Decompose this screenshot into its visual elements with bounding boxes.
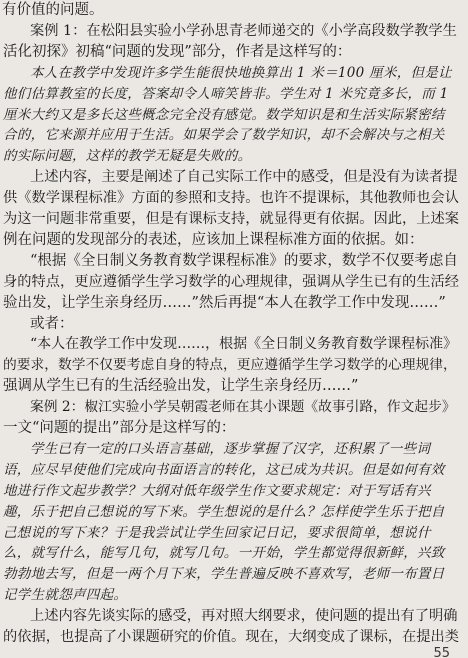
- text-line: 记学生就怨声四起。: [3, 587, 128, 604]
- text-line: “根据《全日制义务教育数学课程标准》的要求，数学不仅要考虑自: [30, 252, 458, 269]
- text-line: 一文“问题的提出”部分是这样写的：: [3, 420, 236, 436]
- text-line: 的实际问题，这样的教学无疑是失败的。: [3, 148, 252, 165]
- text-line: 趣，乐于把自己想说的写下来。学生想说的是什么？怎样使学生乐于把自: [3, 503, 445, 520]
- text-line: 为这一问题非常重要，但是有课标支持，就显得更有依据。因此，上述案: [3, 211, 460, 227]
- text-line: 厘米大约又是多长这些概念完全没有感觉。数学知识是和生活实际紧密结: [3, 106, 445, 123]
- text-line: 验出发，让学生亲身经历……”然后再提“本人在教学工作中发现……”: [3, 294, 446, 311]
- text-line: 强调从学生已有的生活经验出发，让学生亲身经历……”: [3, 378, 359, 395]
- text-line: “本人在教学工作中发现……，根据《全日制义务教育数学课程标准》: [30, 336, 458, 353]
- text-line: 或者：: [30, 315, 74, 332]
- text-line: 地进行作文起步教学？大纲对低年级学生作文要求规定：对于写话有兴: [3, 482, 431, 499]
- text-line: 学生已有一定的口头语言基础，逐步掌握了汉字，还积累了一些词: [30, 440, 431, 457]
- text-line: 勃勃地去写，但是一两个月下来，学生普遍反映不喜欢写，老师一布置日: [3, 566, 445, 583]
- text-line: 例在问题的发现部分的表述，应该加上课程标准方面的依据。如：: [3, 231, 424, 248]
- page-number: 55: [433, 646, 450, 658]
- text-line: 己想说的写下来？于是我尝试让学生回家记日记，要求很简单，想说什: [3, 524, 431, 541]
- text-line: 案例 1：在松阳县实验小学孙思青老师递交的《小学高段数学教学生: [30, 22, 457, 39]
- text-line: 身的特点，更应遵循学生学习数学的心理规律，强调从学生已有的生活经: [3, 273, 460, 290]
- text-line: 的依据，也提高了小课题研究的价值。现在，大纲变成了课标，在提出类: [3, 629, 460, 645]
- text-line: 的要求，数学不仅要考虑自身的特点，更应遵循学生学习数学的心理规律，: [3, 357, 457, 374]
- text-line: 合的，它来源并应用于生活。如果学会了数学知识，却不会解决与之相关: [3, 127, 445, 144]
- text-line: 他们估算教室的长度，答案却令人啼笑皆非。学生对 1 米究竟多长，而 1: [3, 85, 449, 102]
- text-line: 上述内容先谈实际的感受，再对照大纲要求，使问题的提出有了明确: [30, 608, 458, 625]
- text-line: 有价值的问题。: [2, 2, 104, 18]
- text-line: 供《数学课程标准》方面的参照和支持。也许不提课标，其他教师也会认: [3, 190, 460, 207]
- text-line: 案例 2：椒江实验小学吴朝霞老师在其小课题《故事引路，作文起步》: [30, 399, 456, 416]
- text-line: 活化初探》初稿“问题的发现”部分，作者是这样写的：: [3, 43, 352, 60]
- text-line: 本人在教学中发现许多学生能很快地换算出 1 米＝100 厘米，但是让: [30, 64, 452, 81]
- text-line: 么，就写什么，能写几句，就写几句。一开始，学生都觉得很新鲜，兴致: [3, 545, 445, 562]
- text-line: 语，应尽早使他们完成向书面语言的转化，这已成为共识。但是如何有效: [3, 461, 445, 478]
- text-line: 上述内容，主要是阐述了自己实际工作中的感受，但是没有为读者提: [30, 169, 458, 186]
